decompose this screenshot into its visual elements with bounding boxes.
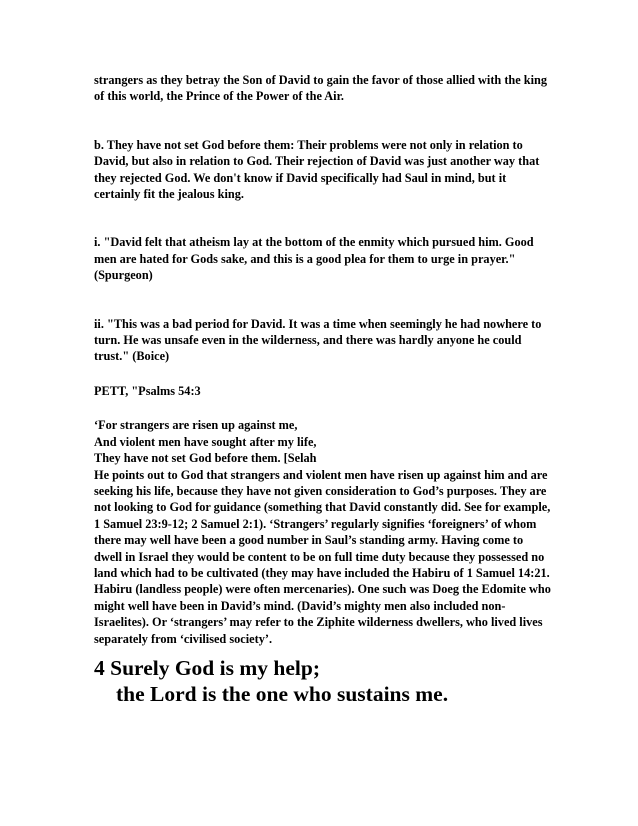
pett-heading: PETT, "Psalms 54:3	[94, 383, 201, 398]
paragraph-spurgeon-quote: i. "David felt that atheism lay at the bottom of the enmity which pursued him. Good men are hated for Gods sake, and this is a good plea for them to urge in prayer." (Spurgeon)	[94, 235, 537, 283]
verse-line-2: the Lord is the one who sustains me.	[116, 682, 449, 706]
psalm-quote-line-1: ‘For strangers are risen up against me,	[94, 418, 298, 433]
paragraph-pett-commentary: He points out to God that strangers and violent men have risen up against him and are seeking his life, because they have not given consideration to God’s purposes. They are not looking to God for guidance (something that David constantly did. See for example, 1 Samuel 23:9-12; 2 Samuel 2:1). ‘Strangers’ regularly signifies ‘foreigners’ of whom there may well have been a good number in Saul’s standing army. Having come to dwell in Israel they would be content to be on full time duty because they possessed no land which had to be cultivated (they may have included the Habiru of 1 Samuel 14:21. Habiru (landless people) were often mercenaries). One such was Doeg the Edomite who might well have been in David’s mind. (David’s mighty men also included non-Israelites). Or ‘strangers’ may refer to the Ziphite wilderness dwellers, who lived lives separately from ‘civilised society’.	[94, 467, 554, 646]
paragraph-boice-quote: ii. "This was a bad period for David. It was a time when seemingly he had nowhere to turn. He was unsafe even in the wilderness, and there was hardly anyone he could trust." (Boice)	[94, 316, 545, 364]
paragraph-strangers: strangers as they betray the Son of David to gain the favor of those allied with the king of this world, the Prince of the Power of the Air.	[94, 73, 551, 104]
psalm-quote-line-3: They have not set God before them. [Selah	[94, 451, 317, 466]
paragraph-point-b: b. They have not set God before them: Their problems were not only in relation to David, but also in relation to God. Their rejection of David was just another way that they rejected God. We don't know if David specifically had Saul in mind, but it certainly fit the jealous king.	[94, 137, 543, 202]
verse-heading	[94, 655, 574, 707]
verse-line-1: 4 Surely God is my help;	[94, 656, 320, 680]
document-body	[94, 72, 554, 647]
psalm-quote-line-2: And violent men have sought after my life,	[94, 434, 317, 449]
